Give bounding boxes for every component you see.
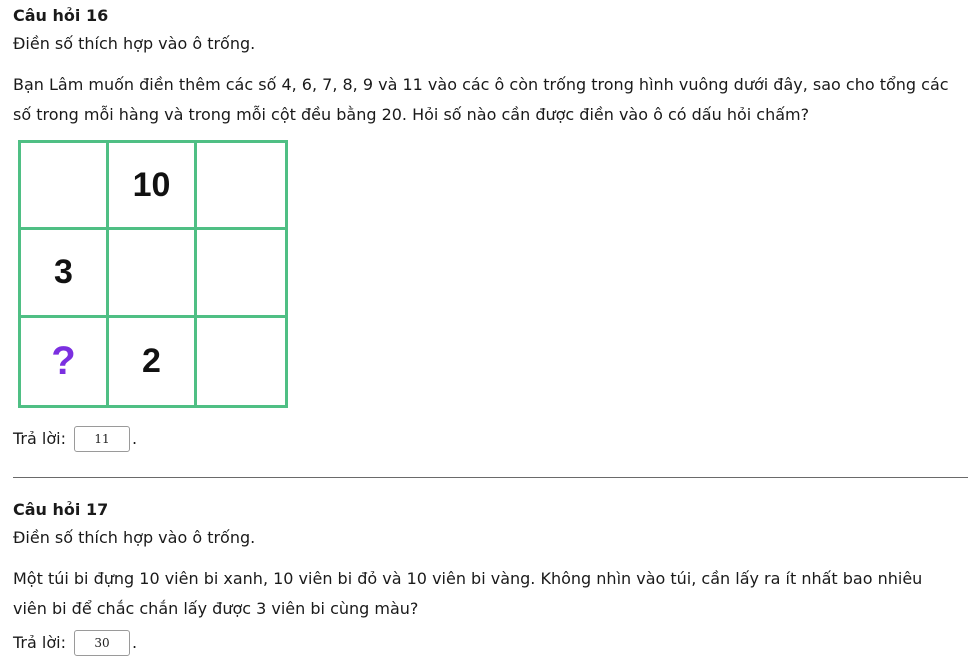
grid-cell-r1c1 bbox=[21, 143, 109, 230]
question-17-instruction: Điền số thích hợp vào ô trống. bbox=[13, 528, 256, 547]
grid-cell-r3c2: 2 bbox=[109, 318, 197, 405]
answer-suffix: . bbox=[131, 429, 138, 448]
question-divider bbox=[13, 477, 968, 478]
grid-cell-r1c3 bbox=[197, 143, 285, 230]
grid-cell-r3c3 bbox=[197, 318, 285, 405]
question-17-answer-row bbox=[13, 630, 969, 656]
question-17 bbox=[13, 498, 969, 656]
question-17-answer-input[interactable]: 30 bbox=[74, 630, 130, 656]
magic-square-figure bbox=[18, 140, 288, 408]
question-16-answer-input[interactable]: 11 bbox=[74, 426, 130, 452]
magic-square-grid bbox=[18, 140, 288, 408]
grid-cell-r1c2: 10 bbox=[109, 143, 197, 230]
grid-cell-question-mark: ? bbox=[21, 318, 109, 405]
question-17-body: Một túi bi đựng 10 viên bi xanh, 10 viên bi đỏ và 10 viên bi vàng. Không nhìn vào túi, cần lấy ra ít nhất bao nhiêu viên bi để chắc chắn lấy được 3 viên bi cùng màu? bbox=[13, 569, 923, 618]
grid-cell-r2c3 bbox=[197, 230, 285, 317]
answer-suffix: . bbox=[131, 633, 138, 652]
grid-cell-r2c1: 3 bbox=[21, 230, 109, 317]
answer-label: Trả lời: bbox=[13, 429, 66, 448]
grid-cell-r2c2 bbox=[109, 230, 197, 317]
question-16-instruction: Điền số thích hợp vào ô trống. bbox=[13, 34, 256, 53]
question-16-title: Câu hỏi 16 bbox=[13, 6, 109, 25]
question-16 bbox=[13, 4, 969, 452]
answer-label: Trả lời: bbox=[13, 633, 66, 652]
question-16-body: Bạn Lâm muốn điền thêm các số 4, 6, 7, 8, 9 và 11 vào các ô còn trống trong hình vuông dưới đây, sao cho tổng các số trong mỗi hàng và trong mỗi cột đều bằng 20. Hỏi số nào cần được điền vào ô có dấu hỏi chấm? bbox=[13, 75, 949, 124]
question-17-title: Câu hỏi 17 bbox=[13, 500, 109, 519]
question-16-answer-row bbox=[13, 426, 969, 452]
